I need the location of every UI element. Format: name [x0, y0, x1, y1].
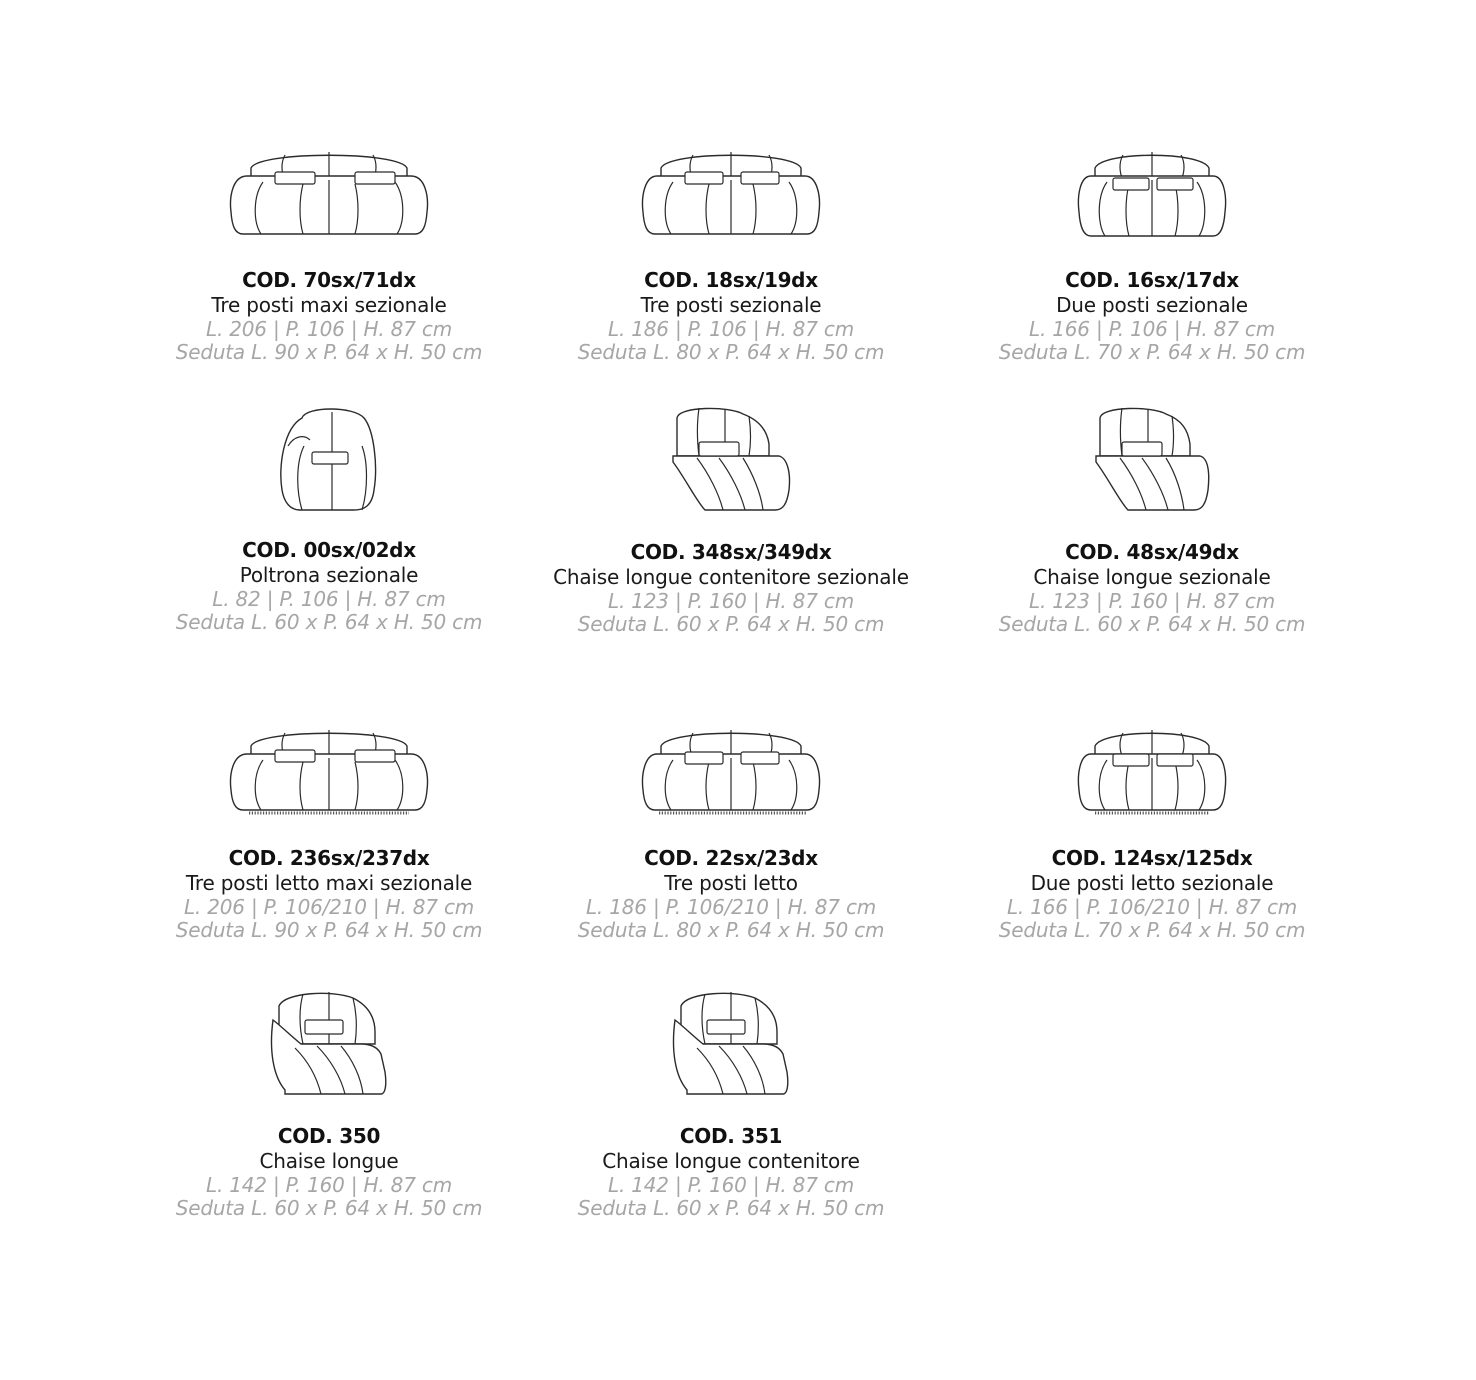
chaise-longue-sectional-icon: [1092, 406, 1212, 514]
product-code: COD. 70sx/71dx: [242, 268, 416, 292]
product-code: COD. 16sx/17dx: [1065, 268, 1239, 292]
seat-dimensions: Seduta L. 60 x P. 64 x H. 50 cm: [175, 610, 483, 634]
product-name: Due posti sezionale: [1056, 293, 1248, 317]
product-dimensions: L. 186 | P. 106 | H. 87 cm: [608, 317, 854, 341]
product-dimensions: L. 206 | P. 106 | H. 87 cm: [206, 317, 452, 341]
product-name: Chaise longue contenitore sezionale: [553, 565, 909, 589]
product-name: Tre posti letto: [664, 871, 798, 895]
chaise-longue-storage-icon: [671, 990, 791, 1098]
product-card: [119, 724, 539, 942]
product-card: [119, 146, 539, 364]
product-card: [119, 990, 539, 1220]
product-card: [521, 724, 941, 942]
product-code: COD. 124sx/125dx: [1051, 846, 1253, 870]
seat-dimensions: Seduta L. 60 x P. 64 x H. 50 cm: [577, 612, 885, 636]
maxi-three-seat-sofa-icon: [229, 146, 429, 242]
product-dimensions: L. 166 | P. 106/210 | H. 87 cm: [1006, 895, 1298, 919]
product-name: Chaise longue sezionale: [1033, 565, 1271, 589]
chaise-longue-icon: [269, 990, 389, 1098]
three-seat-sofa-bed-icon: [641, 724, 821, 820]
seat-dimensions: Seduta L. 60 x P. 64 x H. 50 cm: [175, 1196, 483, 1220]
chaise-longue-storage-sectional-icon: [669, 406, 793, 514]
maxi-three-seat-sofa-bed-icon: [229, 724, 429, 820]
product-card: [942, 146, 1362, 364]
product-code: COD. 350: [277, 1124, 381, 1148]
product-dimensions: L. 142 | P. 160 | H. 87 cm: [206, 1173, 452, 1197]
product-name: Tre posti letto maxi sezionale: [185, 871, 473, 895]
seat-dimensions: Seduta L. 90 x P. 64 x H. 50 cm: [175, 918, 483, 942]
seat-dimensions: Seduta L. 70 x P. 64 x H. 50 cm: [998, 340, 1306, 364]
seat-dimensions: Seduta L. 80 x P. 64 x H. 50 cm: [577, 918, 885, 942]
armchair-icon: [274, 406, 384, 512]
product-name: Chaise longue: [259, 1149, 399, 1173]
product-card: [119, 406, 539, 634]
seat-dimensions: Seduta L. 60 x P. 64 x H. 50 cm: [577, 1196, 885, 1220]
product-name: Chaise longue contenitore: [602, 1149, 860, 1173]
product-dimensions: L. 123 | P. 160 | H. 87 cm: [1029, 589, 1275, 613]
product-code: COD. 18sx/19dx: [644, 268, 818, 292]
product-card: [942, 406, 1362, 636]
seat-dimensions: Seduta L. 60 x P. 64 x H. 50 cm: [998, 612, 1306, 636]
product-name: Tre posti maxi sezionale: [211, 293, 447, 317]
product-dimensions: L. 186 | P. 106/210 | H. 87 cm: [585, 895, 877, 919]
product-card: [521, 406, 941, 636]
product-card: [521, 990, 941, 1220]
two-seat-sofa-icon: [1077, 146, 1227, 242]
product-card: [942, 724, 1362, 942]
product-name: Due posti letto sezionale: [1030, 871, 1274, 895]
product-name: Tre posti sezionale: [640, 293, 822, 317]
product-card: [521, 146, 941, 364]
product-code: COD. 351: [679, 1124, 783, 1148]
seat-dimensions: Seduta L. 70 x P. 64 x H. 50 cm: [998, 918, 1306, 942]
seat-dimensions: Seduta L. 90 x P. 64 x H. 50 cm: [175, 340, 483, 364]
product-name: Poltrona sezionale: [239, 563, 419, 587]
product-dimensions: L. 166 | P. 106 | H. 87 cm: [1029, 317, 1275, 341]
product-dimensions: L. 82 | P. 106 | H. 87 cm: [212, 587, 446, 611]
seat-dimensions: Seduta L. 80 x P. 64 x H. 50 cm: [577, 340, 885, 364]
product-code: COD. 48sx/49dx: [1065, 540, 1239, 564]
three-seat-sofa-icon: [641, 146, 821, 242]
product-code: COD. 236sx/237dx: [228, 846, 430, 870]
product-dimensions: L. 206 | P. 106/210 | H. 87 cm: [183, 895, 475, 919]
product-dimensions: L. 142 | P. 160 | H. 87 cm: [608, 1173, 854, 1197]
product-code: COD. 348sx/349dx: [630, 540, 832, 564]
product-code: COD. 00sx/02dx: [242, 538, 416, 562]
product-dimensions: L. 123 | P. 160 | H. 87 cm: [608, 589, 854, 613]
two-seat-sofa-bed-icon: [1077, 724, 1227, 820]
product-code: COD. 22sx/23dx: [644, 846, 818, 870]
